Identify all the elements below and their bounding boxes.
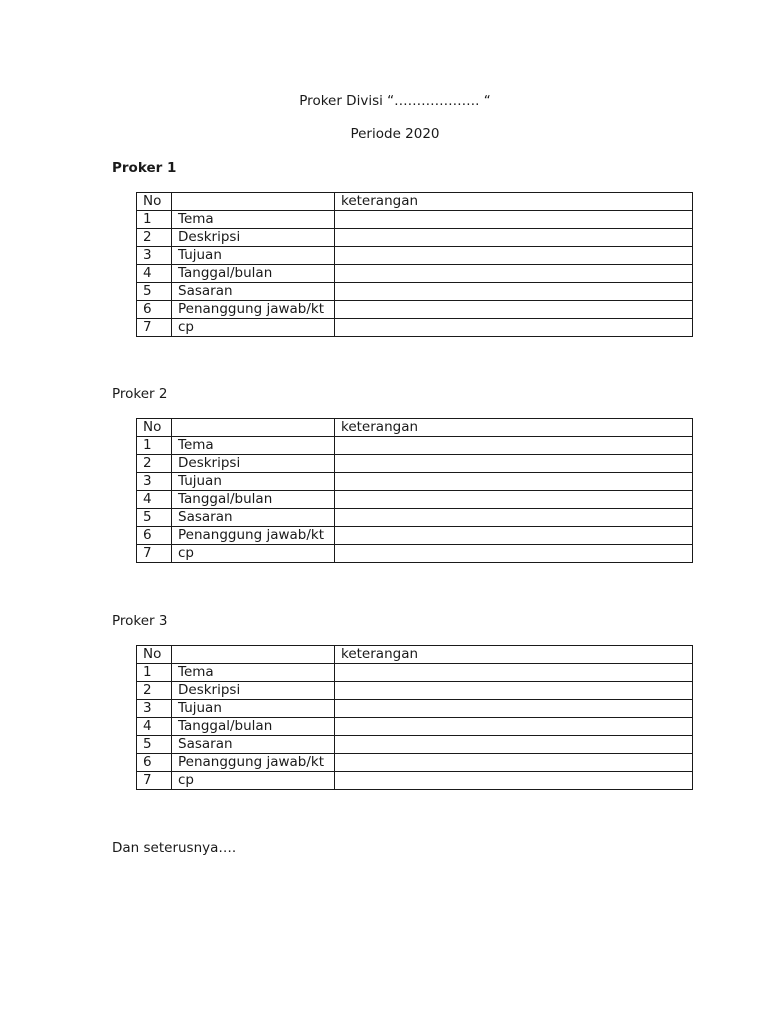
table-header-row bbox=[137, 419, 693, 437]
row-number: 2 bbox=[137, 682, 172, 700]
row-keterangan[interactable] bbox=[335, 211, 693, 229]
table-row bbox=[137, 545, 693, 563]
row-keterangan[interactable] bbox=[335, 319, 693, 337]
row-number: 7 bbox=[137, 319, 172, 337]
column-header-no: No bbox=[137, 419, 172, 437]
row-item: Penanggung jawab/kt bbox=[172, 754, 335, 772]
row-item: Tanggal/bulan bbox=[172, 265, 335, 283]
section-heading-proker-1: Proker 1 bbox=[112, 160, 177, 176]
proker-3-table bbox=[136, 645, 693, 790]
table-row bbox=[137, 682, 693, 700]
row-number: 5 bbox=[137, 283, 172, 301]
row-keterangan[interactable] bbox=[335, 265, 693, 283]
row-keterangan[interactable] bbox=[335, 527, 693, 545]
document-title: Proker Divisi “………………. “ bbox=[299, 93, 491, 109]
row-number: 3 bbox=[137, 700, 172, 718]
row-number: 4 bbox=[137, 718, 172, 736]
table-row bbox=[137, 319, 693, 337]
table-row bbox=[137, 527, 693, 545]
row-keterangan[interactable] bbox=[335, 754, 693, 772]
column-header-keterangan: keterangan bbox=[335, 646, 693, 664]
table-row bbox=[137, 437, 693, 455]
proker-1-table bbox=[136, 192, 693, 337]
document-period: Periode 2020 bbox=[350, 126, 440, 142]
row-item: Penanggung jawab/kt bbox=[172, 301, 335, 319]
row-number: 5 bbox=[137, 509, 172, 527]
column-header-item bbox=[172, 419, 335, 437]
column-header-item bbox=[172, 646, 335, 664]
row-item: Deskripsi bbox=[172, 229, 335, 247]
row-keterangan[interactable] bbox=[335, 247, 693, 265]
table-row bbox=[137, 283, 693, 301]
column-header-no: No bbox=[137, 193, 172, 211]
row-item: Tema bbox=[172, 664, 335, 682]
table-header-row bbox=[137, 193, 693, 211]
row-number: 1 bbox=[137, 664, 172, 682]
row-number: 4 bbox=[137, 265, 172, 283]
table-row bbox=[137, 455, 693, 473]
row-keterangan[interactable] bbox=[335, 718, 693, 736]
column-header-keterangan: keterangan bbox=[335, 193, 693, 211]
section-heading-proker-2: Proker 2 bbox=[112, 386, 168, 402]
row-item: Deskripsi bbox=[172, 682, 335, 700]
table-row bbox=[137, 754, 693, 772]
table-row bbox=[137, 772, 693, 790]
table-row bbox=[137, 718, 693, 736]
column-header-item bbox=[172, 193, 335, 211]
column-header-no: No bbox=[137, 646, 172, 664]
row-keterangan[interactable] bbox=[335, 545, 693, 563]
table-row bbox=[137, 509, 693, 527]
row-item: Sasaran bbox=[172, 283, 335, 301]
row-number: 5 bbox=[137, 736, 172, 754]
row-keterangan[interactable] bbox=[335, 229, 693, 247]
row-item: Tujuan bbox=[172, 247, 335, 265]
table-row bbox=[137, 229, 693, 247]
table-row bbox=[137, 211, 693, 229]
row-keterangan[interactable] bbox=[335, 509, 693, 527]
table-row bbox=[137, 736, 693, 754]
row-keterangan[interactable] bbox=[335, 682, 693, 700]
row-item: Tanggal/bulan bbox=[172, 718, 335, 736]
row-number: 3 bbox=[137, 473, 172, 491]
row-number: 1 bbox=[137, 437, 172, 455]
row-item: Tema bbox=[172, 211, 335, 229]
row-number: 6 bbox=[137, 754, 172, 772]
row-item: cp bbox=[172, 319, 335, 337]
row-keterangan[interactable] bbox=[335, 301, 693, 319]
row-keterangan[interactable] bbox=[335, 736, 693, 754]
row-item: Sasaran bbox=[172, 736, 335, 754]
table-row bbox=[137, 473, 693, 491]
row-keterangan[interactable] bbox=[335, 491, 693, 509]
row-keterangan[interactable] bbox=[335, 437, 693, 455]
table-row bbox=[137, 700, 693, 718]
row-item: Deskripsi bbox=[172, 455, 335, 473]
row-item: Tema bbox=[172, 437, 335, 455]
table-row bbox=[137, 265, 693, 283]
row-number: 7 bbox=[137, 545, 172, 563]
row-item: Tujuan bbox=[172, 473, 335, 491]
table-row bbox=[137, 247, 693, 265]
row-keterangan[interactable] bbox=[335, 700, 693, 718]
row-keterangan[interactable] bbox=[335, 455, 693, 473]
section-heading-proker-3: Proker 3 bbox=[112, 613, 168, 629]
row-number: 6 bbox=[137, 527, 172, 545]
footer-note: Dan seterusnya…. bbox=[112, 840, 237, 856]
row-number: 6 bbox=[137, 301, 172, 319]
row-number: 2 bbox=[137, 229, 172, 247]
row-number: 4 bbox=[137, 491, 172, 509]
row-item: Tanggal/bulan bbox=[172, 491, 335, 509]
table-row bbox=[137, 301, 693, 319]
row-number: 3 bbox=[137, 247, 172, 265]
column-header-keterangan: keterangan bbox=[335, 419, 693, 437]
table-row bbox=[137, 491, 693, 509]
row-keterangan[interactable] bbox=[335, 664, 693, 682]
proker-2-table bbox=[136, 418, 693, 563]
table-header-row bbox=[137, 646, 693, 664]
table-row bbox=[137, 664, 693, 682]
row-number: 7 bbox=[137, 772, 172, 790]
row-item: Sasaran bbox=[172, 509, 335, 527]
row-keterangan[interactable] bbox=[335, 772, 693, 790]
row-item: cp bbox=[172, 772, 335, 790]
row-number: 1 bbox=[137, 211, 172, 229]
row-number: 2 bbox=[137, 455, 172, 473]
row-item: Tujuan bbox=[172, 700, 335, 718]
row-keterangan[interactable] bbox=[335, 473, 693, 491]
row-item: cp bbox=[172, 545, 335, 563]
row-item: Penanggung jawab/kt bbox=[172, 527, 335, 545]
row-keterangan[interactable] bbox=[335, 283, 693, 301]
